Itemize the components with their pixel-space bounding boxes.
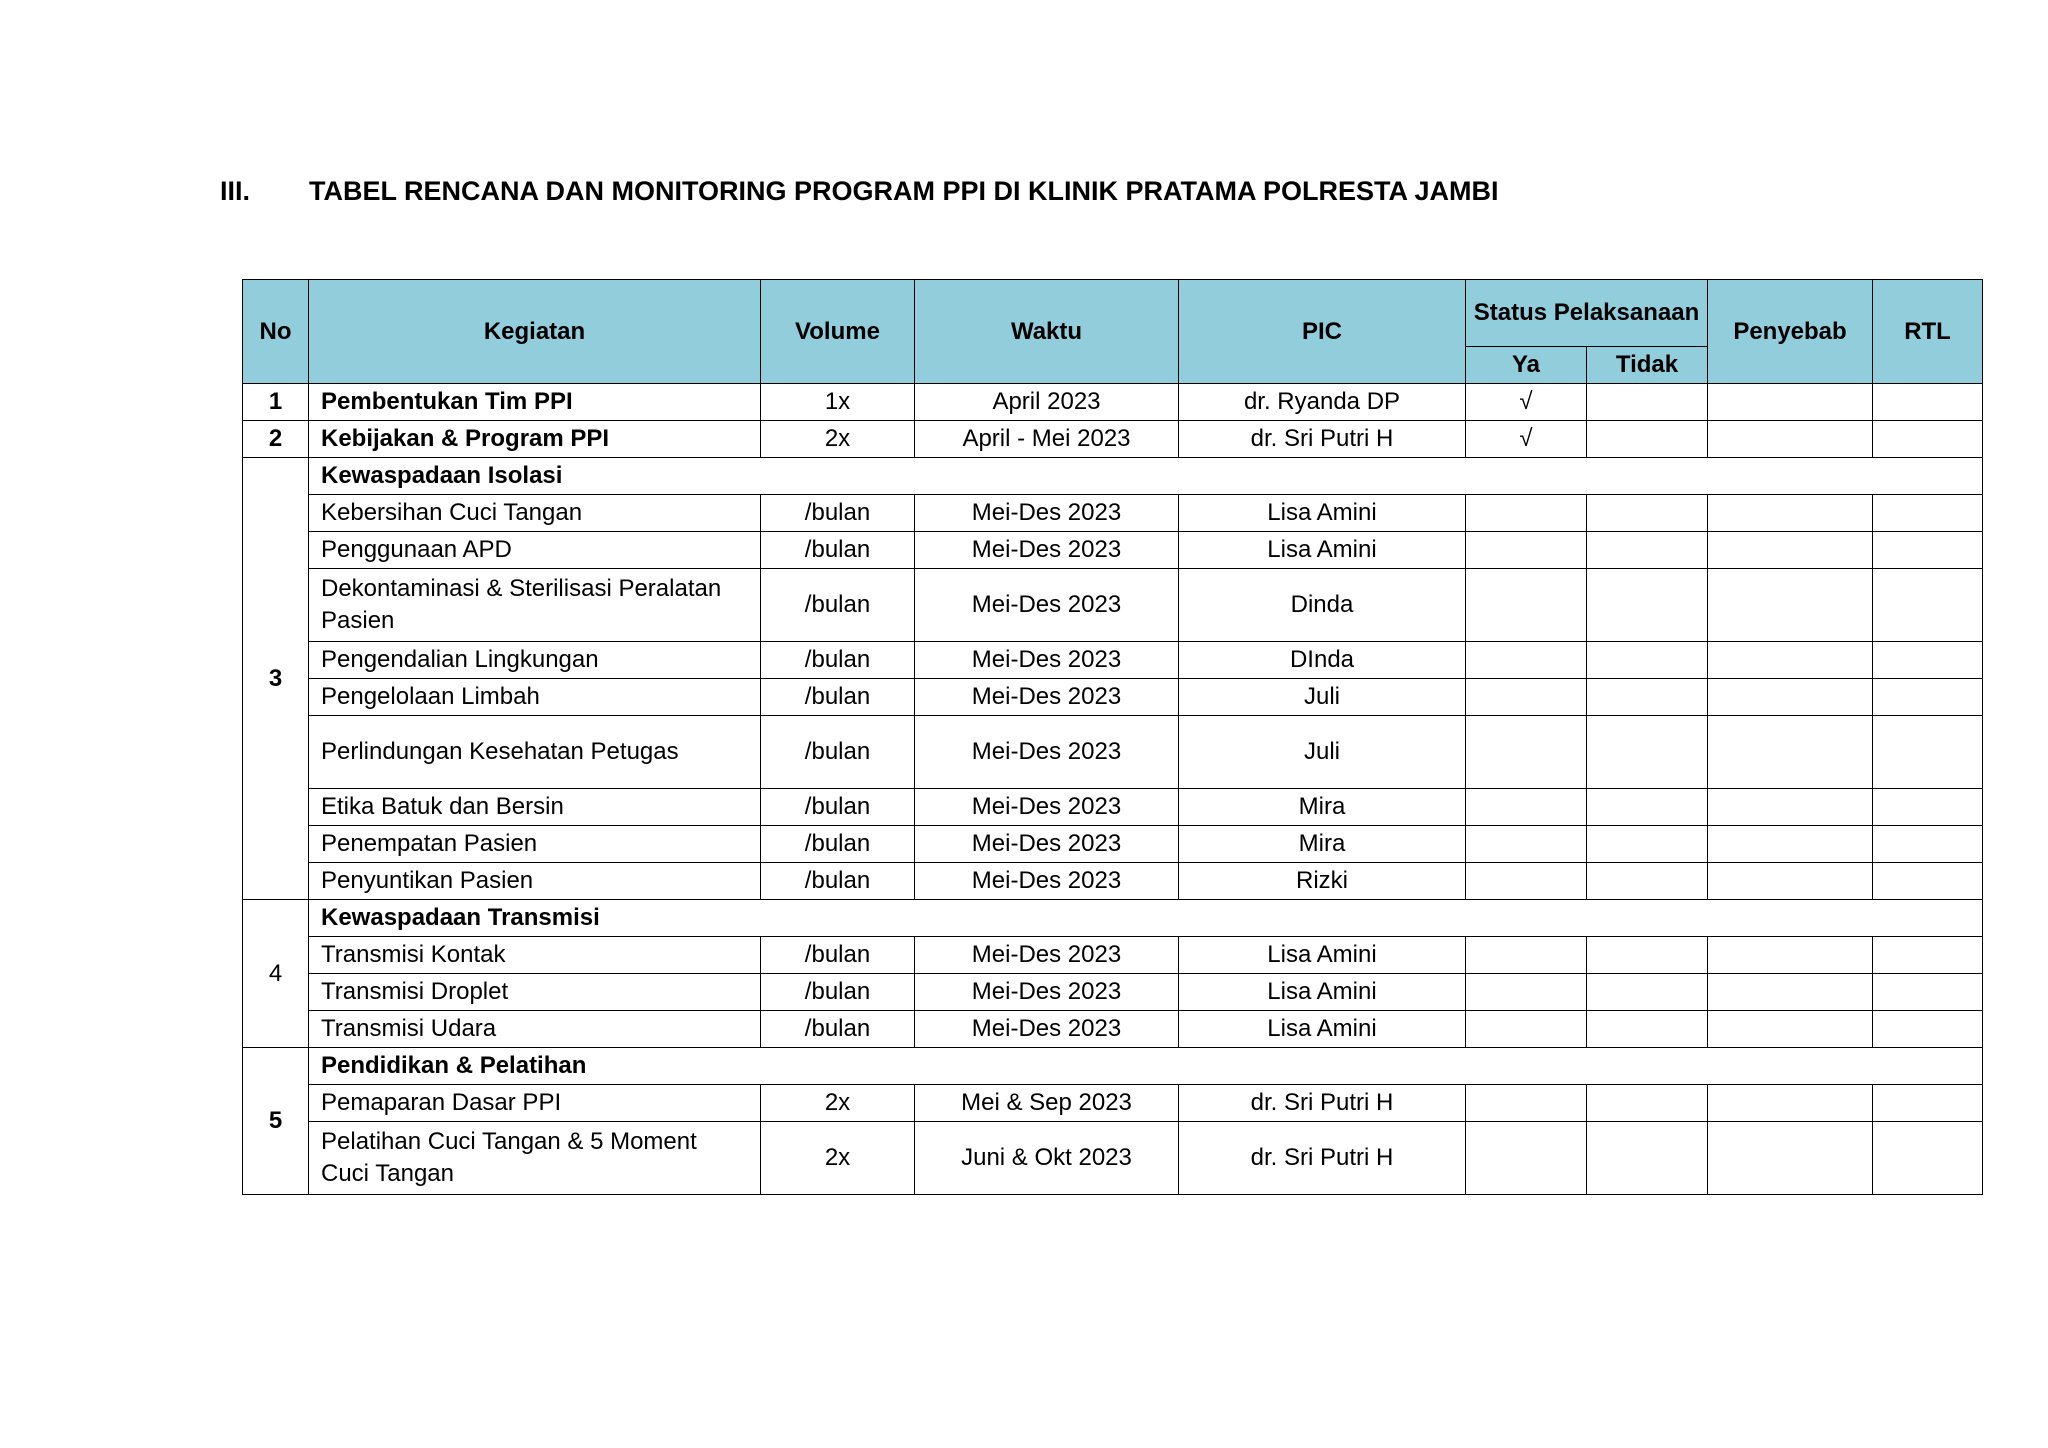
table-row [243, 1122, 1983, 1195]
header-waktu: Waktu [915, 280, 1179, 384]
row-tidak [1587, 384, 1708, 421]
row-volume: /bulan [761, 974, 915, 1011]
row-tidak [1587, 789, 1708, 826]
row-volume: /bulan [761, 826, 915, 863]
row-waktu: Mei-Des 2023 [915, 937, 1179, 974]
row-waktu: Mei & Sep 2023 [915, 1085, 1179, 1122]
row-waktu: Mei-Des 2023 [915, 569, 1179, 642]
row-pic: Juli [1179, 679, 1466, 716]
row-penyebab [1708, 1122, 1873, 1195]
table-row [243, 863, 1983, 900]
row-penyebab [1708, 642, 1873, 679]
header-pic: PIC [1179, 280, 1466, 384]
table-row [243, 789, 1983, 826]
row-pic: DInda [1179, 642, 1466, 679]
row-waktu: Mei-Des 2023 [915, 532, 1179, 569]
row-waktu: Mei-Des 2023 [915, 716, 1179, 789]
row-ya [1466, 826, 1587, 863]
row-tidak [1587, 1122, 1708, 1195]
row-volume: /bulan [761, 937, 915, 974]
group-title: Kewaspadaan Transmisi [309, 900, 1983, 937]
row-penyebab [1708, 863, 1873, 900]
table-row [243, 716, 1983, 789]
row-volume: /bulan [761, 863, 915, 900]
row-penyebab [1708, 937, 1873, 974]
row-no: 2 [243, 421, 309, 458]
row-tidak [1587, 974, 1708, 1011]
row-penyebab [1708, 1085, 1873, 1122]
row-ya [1466, 679, 1587, 716]
group-header-row [243, 458, 1983, 495]
row-pic: Lisa Amini [1179, 495, 1466, 532]
header-status: Status Pelaksanaan [1466, 280, 1708, 347]
row-kegiatan: Pengendalian Lingkungan [309, 642, 761, 679]
row-waktu: Juni & Okt 2023 [915, 1122, 1179, 1195]
row-ya [1466, 1011, 1587, 1048]
row-kegiatan: Penempatan Pasien [309, 826, 761, 863]
row-penyebab [1708, 789, 1873, 826]
row-volume: 2x [761, 1122, 915, 1195]
row-penyebab [1708, 569, 1873, 642]
row-volume: /bulan [761, 569, 915, 642]
row-tidak [1587, 826, 1708, 863]
row-pic: dr. Sri Putri H [1179, 1122, 1466, 1195]
row-pic: dr. Sri Putri H [1179, 1085, 1466, 1122]
row-volume: /bulan [761, 679, 915, 716]
row-tidak [1587, 495, 1708, 532]
row-ya [1466, 1085, 1587, 1122]
row-pic: Lisa Amini [1179, 937, 1466, 974]
row-rtl [1873, 421, 1983, 458]
section-title: TABEL RENCANA DAN MONITORING PROGRAM PPI DI KLINIK PRATAMA POLRESTA JAMBI [309, 176, 1499, 206]
group-no: 3 [243, 458, 309, 900]
table-row [243, 826, 1983, 863]
row-kegiatan: Kebersihan Cuci Tangan [309, 495, 761, 532]
header-rtl: RTL [1873, 280, 1983, 384]
row-rtl [1873, 789, 1983, 826]
row-rtl [1873, 495, 1983, 532]
row-rtl [1873, 1085, 1983, 1122]
row-kegiatan: Penyuntikan Pasien [309, 863, 761, 900]
header-ya: Ya [1466, 347, 1587, 384]
row-rtl [1873, 863, 1983, 900]
row-ya [1466, 716, 1587, 789]
table-row [243, 642, 1983, 679]
monitoring-table [242, 279, 1983, 1195]
row-rtl [1873, 532, 1983, 569]
row-rtl [1873, 716, 1983, 789]
table-row [243, 937, 1983, 974]
row-waktu: Mei-Des 2023 [915, 642, 1179, 679]
header-no: No [243, 280, 309, 384]
row-volume: /bulan [761, 1011, 915, 1048]
row-rtl [1873, 569, 1983, 642]
row-tidak [1587, 937, 1708, 974]
row-volume: 2x [761, 421, 915, 458]
row-rtl [1873, 384, 1983, 421]
row-waktu: Mei-Des 2023 [915, 679, 1179, 716]
row-kegiatan: Etika Batuk dan Bersin [309, 789, 761, 826]
row-kegiatan: Pembentukan Tim PPI [309, 384, 761, 421]
row-pic: Lisa Amini [1179, 974, 1466, 1011]
group-no: 5 [243, 1048, 309, 1195]
row-rtl [1873, 974, 1983, 1011]
row-volume: 2x [761, 1085, 915, 1122]
row-tidak [1587, 716, 1708, 789]
header-penyebab: Penyebab [1708, 280, 1873, 384]
row-penyebab [1708, 495, 1873, 532]
group-no: 4 [243, 900, 309, 1048]
row-pic: Dinda [1179, 569, 1466, 642]
header-tidak: Tidak [1587, 347, 1708, 384]
row-ya [1466, 789, 1587, 826]
row-tidak [1587, 863, 1708, 900]
row-tidak [1587, 642, 1708, 679]
row-rtl [1873, 1122, 1983, 1195]
row-ya [1466, 974, 1587, 1011]
row-penyebab [1708, 532, 1873, 569]
table-row [243, 974, 1983, 1011]
row-ya [1466, 863, 1587, 900]
row-penyebab [1708, 421, 1873, 458]
table-row [243, 569, 1983, 642]
row-tidak [1587, 569, 1708, 642]
header-volume: Volume [761, 280, 915, 384]
row-rtl [1873, 1011, 1983, 1048]
row-rtl [1873, 826, 1983, 863]
row-waktu: April - Mei 2023 [915, 421, 1179, 458]
row-kegiatan: Kebijakan & Program PPI [309, 421, 761, 458]
row-pic: Mira [1179, 826, 1466, 863]
group-title: Pendidikan & Pelatihan [309, 1048, 1983, 1085]
row-ya [1466, 937, 1587, 974]
row-volume: 1x [761, 384, 915, 421]
row-kegiatan: Penggunaan APD [309, 532, 761, 569]
section-number: III. [220, 176, 251, 206]
row-ya [1466, 495, 1587, 532]
row-tidak [1587, 679, 1708, 716]
row-penyebab [1708, 1011, 1873, 1048]
row-kegiatan: Dekontaminasi & Sterilisasi Peralatan Pasien [309, 569, 761, 642]
row-volume: /bulan [761, 789, 915, 826]
row-kegiatan: Pemaparan Dasar PPI [309, 1085, 761, 1122]
row-pic: dr. Sri Putri H [1179, 421, 1466, 458]
header-kegiatan: Kegiatan [309, 280, 761, 384]
row-pic: Lisa Amini [1179, 1011, 1466, 1048]
row-ya-check: √ [1466, 421, 1587, 458]
row-rtl [1873, 679, 1983, 716]
row-pic: Mira [1179, 789, 1466, 826]
row-tidak [1587, 1085, 1708, 1122]
row-volume: /bulan [761, 716, 915, 789]
row-kegiatan: Transmisi Droplet [309, 974, 761, 1011]
row-tidak [1587, 421, 1708, 458]
row-waktu: Mei-Des 2023 [915, 789, 1179, 826]
row-pic: dr. Ryanda DP [1179, 384, 1466, 421]
table-row [243, 384, 1983, 421]
row-penyebab [1708, 826, 1873, 863]
row-waktu: April 2023 [915, 384, 1179, 421]
row-penyebab [1708, 679, 1873, 716]
group-header-row [243, 1048, 1983, 1085]
row-waktu: Mei-Des 2023 [915, 863, 1179, 900]
row-waktu: Mei-Des 2023 [915, 495, 1179, 532]
group-title: Kewaspadaan Isolasi [309, 458, 1983, 495]
table-row [243, 495, 1983, 532]
row-tidak [1587, 1011, 1708, 1048]
row-volume: /bulan [761, 495, 915, 532]
row-rtl [1873, 642, 1983, 679]
row-waktu: Mei-Des 2023 [915, 826, 1179, 863]
row-rtl [1873, 937, 1983, 974]
group-header-row [243, 900, 1983, 937]
row-waktu: Mei-Des 2023 [915, 1011, 1179, 1048]
row-ya [1466, 1122, 1587, 1195]
row-tidak [1587, 532, 1708, 569]
row-kegiatan: Pelatihan Cuci Tangan & 5 Moment Cuci Tangan [309, 1122, 761, 1195]
row-penyebab [1708, 384, 1873, 421]
table-row [243, 1011, 1983, 1048]
row-pic: Juli [1179, 716, 1466, 789]
table-row [243, 421, 1983, 458]
row-ya [1466, 569, 1587, 642]
row-kegiatan: Pengelolaan Limbah [309, 679, 761, 716]
row-ya [1466, 642, 1587, 679]
row-ya-check: √ [1466, 384, 1587, 421]
table-row [243, 1085, 1983, 1122]
row-kegiatan: Perlindungan Kesehatan Petugas [309, 716, 761, 789]
row-kegiatan: Transmisi Kontak [309, 937, 761, 974]
row-waktu: Mei-Des 2023 [915, 974, 1179, 1011]
row-penyebab [1708, 716, 1873, 789]
row-volume: /bulan [761, 642, 915, 679]
row-penyebab [1708, 974, 1873, 1011]
row-ya [1466, 532, 1587, 569]
table-row [243, 532, 1983, 569]
row-no: 1 [243, 384, 309, 421]
row-kegiatan: Transmisi Udara [309, 1011, 761, 1048]
table-row [243, 679, 1983, 716]
row-pic: Rizki [1179, 863, 1466, 900]
row-volume: /bulan [761, 532, 915, 569]
row-pic: Lisa Amini [1179, 532, 1466, 569]
